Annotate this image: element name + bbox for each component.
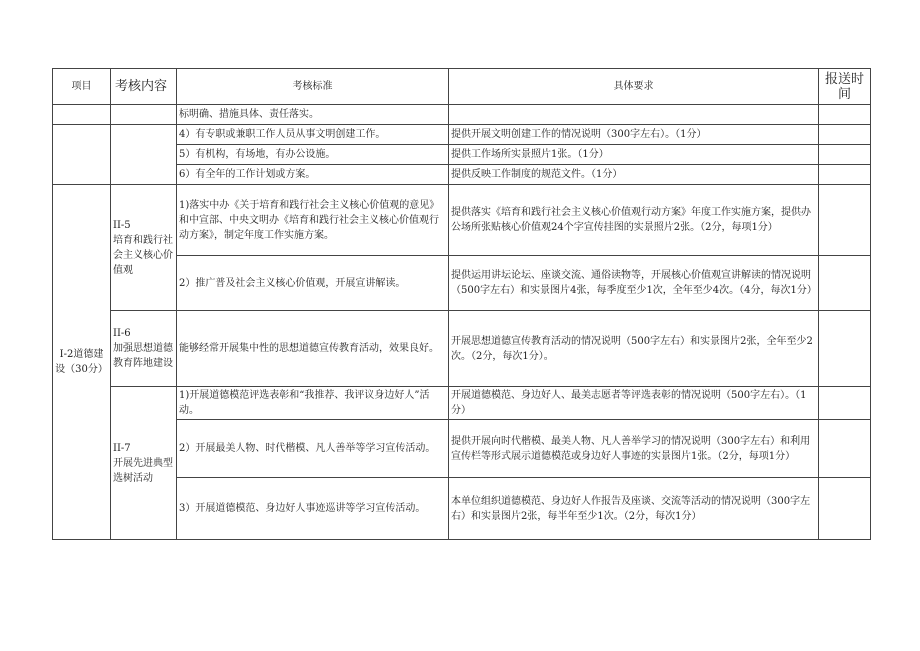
subitem-title: 加强思想道德教育阵地建设 xyxy=(113,343,173,369)
requirement-cell: 开展道德模范、身边好人、最美志愿者等评选表彰的情况说明（500字左右）。（1分） xyxy=(449,387,819,420)
subitem-code: II-6 xyxy=(113,328,131,339)
subitem-cell xyxy=(111,185,177,311)
requirement-cell: 开展思想道德宣传教育活动的情况说明（500字左右）和实景图片2张，全年至少2次。（2分，每次1分）。 xyxy=(449,311,819,387)
requirement-cell: 提供工作场所实景照片1张。（1分） xyxy=(449,145,819,165)
subitem-code: II-7 xyxy=(113,442,131,454)
requirement-cell: 提供运用讲坛论坛、座谈交流、通俗读物等，开展核心价值观宣讲解读的情况说明（500字左右）和实景图片4张，每季度至少1次，全年至少4次。（4分，每次1分） xyxy=(449,256,819,311)
header-standard: 考核标准 xyxy=(177,69,449,105)
table-row xyxy=(53,387,871,420)
table-row xyxy=(53,185,871,256)
requirement-cell: 提供开展向时代楷模、最美人物、凡人善举学习的情况说明（300字左右）和利用宣传栏等形式展示道德模范或身边好人事迹的实景图片1张。（2分，每项1分） xyxy=(449,420,819,478)
standard-cell: 6）有全年的工作计划或方案。 xyxy=(177,165,449,185)
header-time: 报送时间 xyxy=(819,69,871,105)
header-requirement: 具体要求 xyxy=(449,69,819,105)
standard-cell: 2）推广普及社会主义核心价值观，开展宣讲解读。 xyxy=(177,256,449,311)
standard-cell: 2）开展最美人物、时代楷模、凡人善举等学习宣传活动。 xyxy=(177,420,449,478)
requirement-cell: 提供反映工作制度的规范文件。（1分） xyxy=(449,165,819,185)
standard-cell: 3）开展道德模范、身边好人事迹巡讲等学习宣传活动。 xyxy=(177,478,449,540)
table-row xyxy=(53,105,871,125)
header-content: 考核内容 xyxy=(111,69,177,105)
standard-cell: 1)开展道德模范评选表彰和“我推荐、我评议身边好人”活动。 xyxy=(177,387,449,420)
table-row xyxy=(53,125,871,145)
requirement-cell: 提供落实《培育和践行社会主义核心价值观行动方案》年度工作实施方案，提供办公场所张贴核心价值观24个字宣传挂图的实景照片2张。（2分，每项1分） xyxy=(449,185,819,256)
assessment-table xyxy=(52,68,871,540)
subitem-title: 培育和践行社会主义核心价值观 xyxy=(113,234,173,276)
standard-cell: 1)落实中办《关于培育和践行社会主义核心价值观的意见》和中宣部、中央文明办《培育和践行社会主义核心价值观行动方案》，制定年度工作实施方案。 xyxy=(177,185,449,256)
subitem-title: 开展先进典型选树活动 xyxy=(113,457,173,484)
standard-cell: 标明确、措施具体、责任落实。 xyxy=(177,105,449,125)
header-project: 项目 xyxy=(53,69,111,105)
table-row xyxy=(53,311,871,387)
header-row xyxy=(53,69,871,105)
subitem-cell xyxy=(111,311,177,387)
requirement-cell: 提供开展文明创建工作的情况说明（300字左右）。（1分） xyxy=(449,125,819,145)
standard-cell: 5）有机构，有场地，有办公设施。 xyxy=(177,145,449,165)
subitem-code: II-5 xyxy=(113,219,131,231)
category-cell: I-2道德建设（30分） xyxy=(53,185,111,540)
requirement-cell xyxy=(449,105,819,125)
standard-cell: 4）有专职或兼职工作人员从事文明创建工作。 xyxy=(177,125,449,145)
requirement-cell: 本单位组织道德模范、身边好人作报告及座谈、交流等活动的情况说明（300字左右）和实景图片2张，每半年至少1次。（2分，每次1分） xyxy=(449,478,819,540)
subitem-cell xyxy=(111,387,177,540)
standard-cell: 能够经常开展集中性的思想道德宣传教育活动，效果良好。 xyxy=(177,311,449,387)
